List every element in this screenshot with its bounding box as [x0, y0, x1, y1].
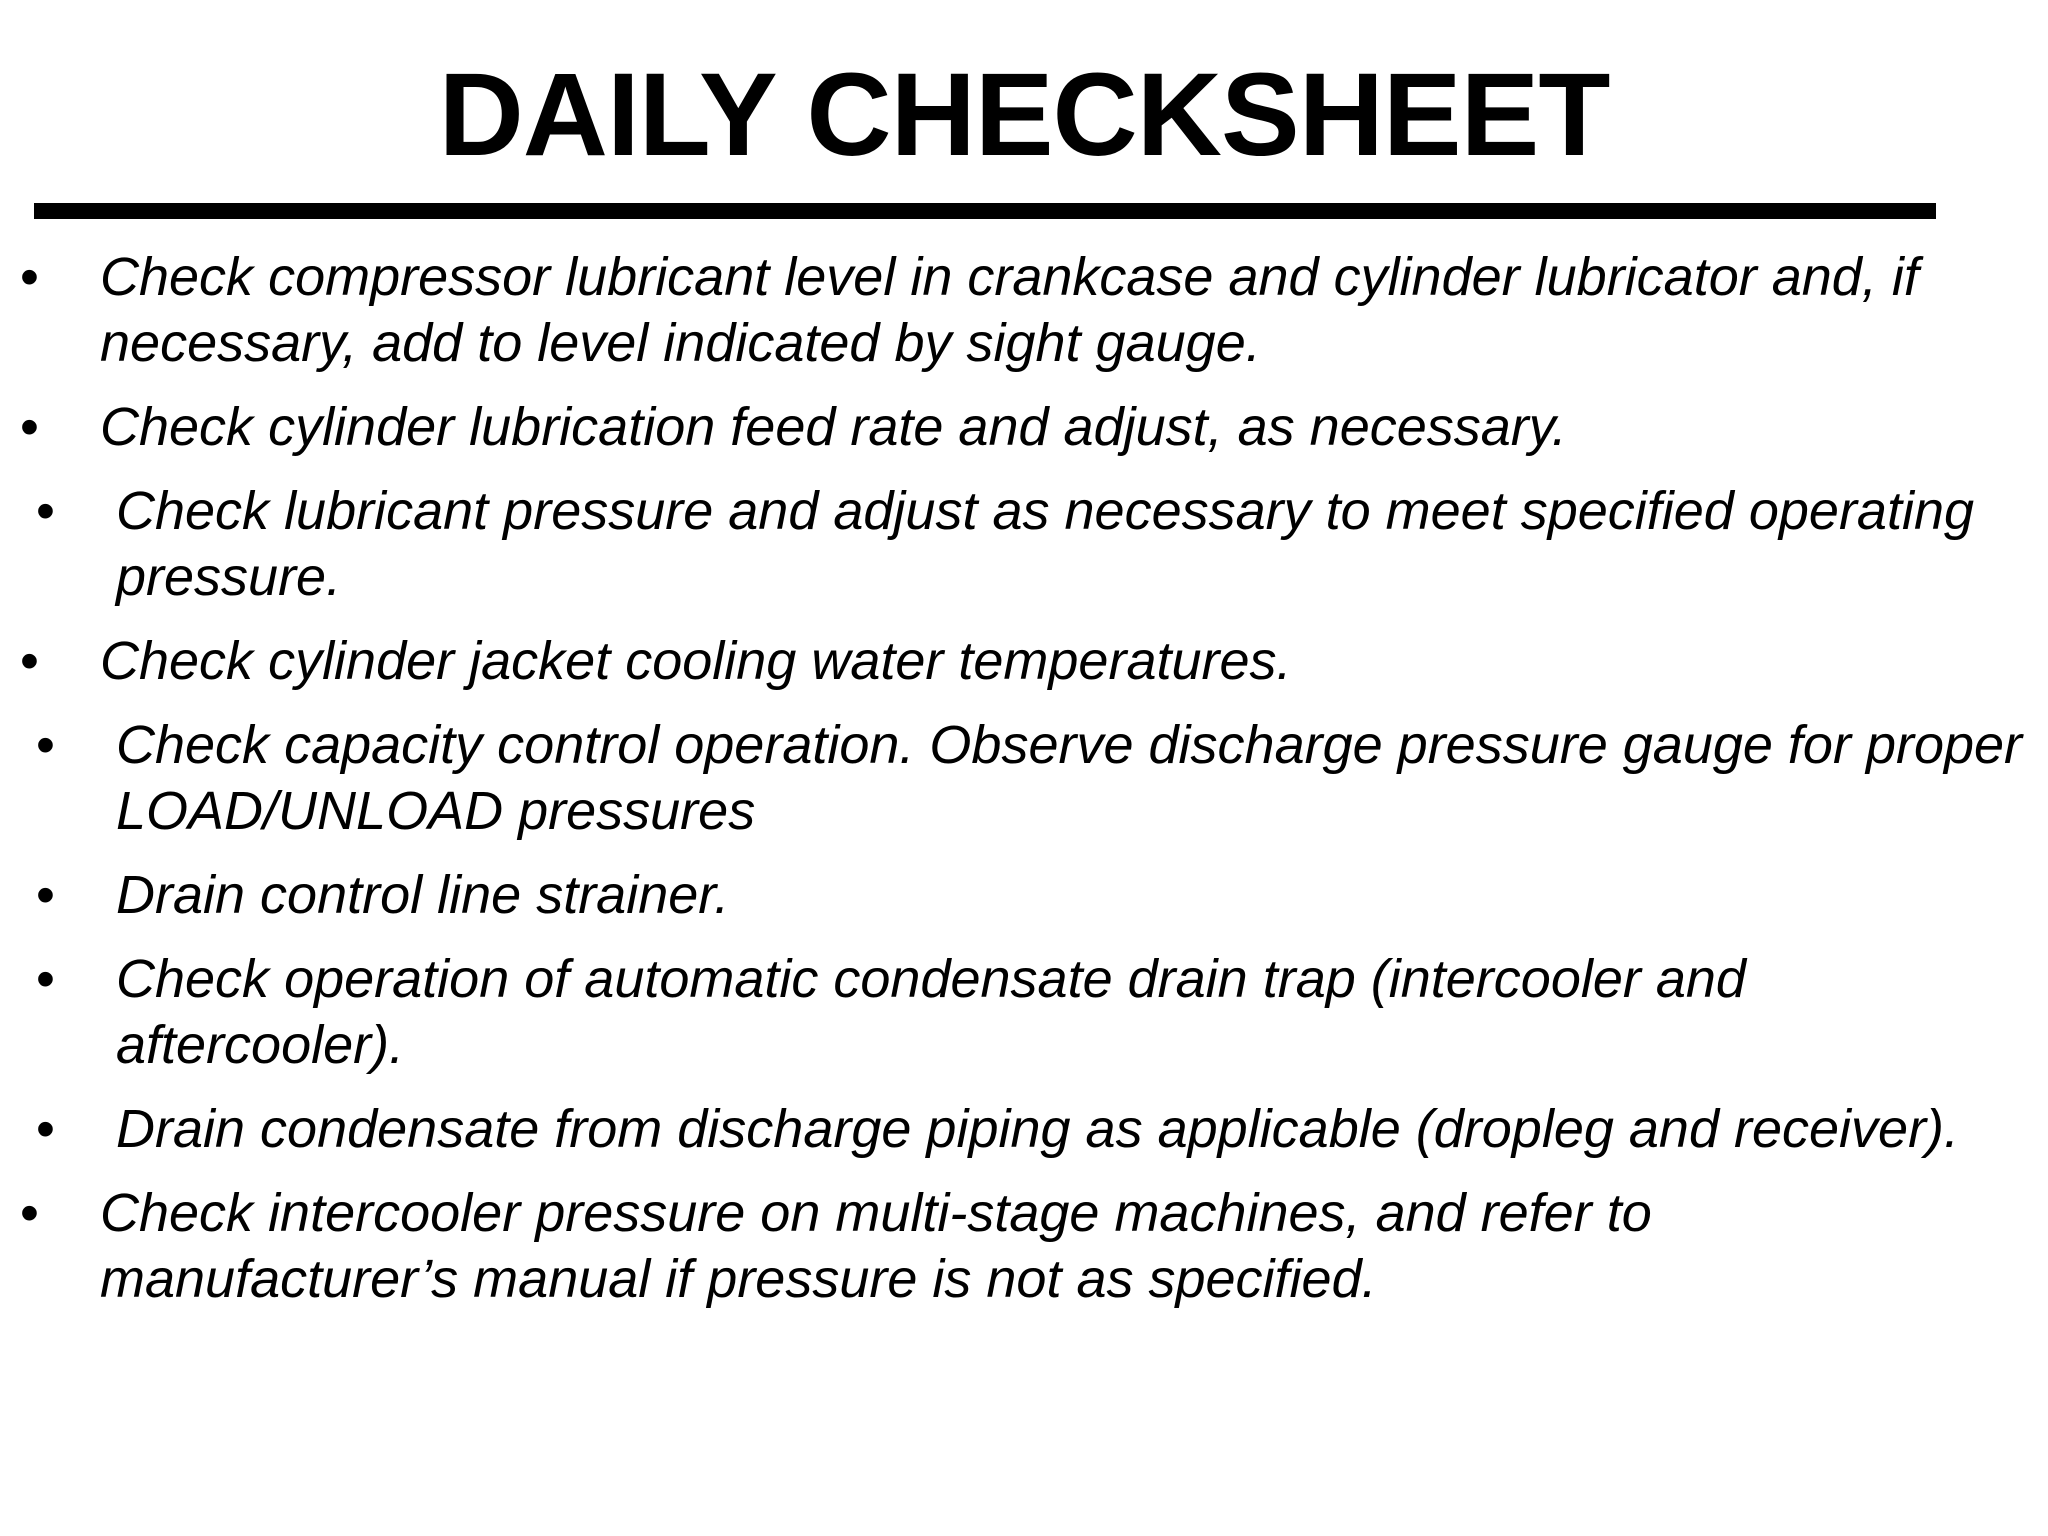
bullet-icon: • — [36, 949, 55, 1009]
page-title: DAILY CHECKSHEET — [438, 49, 1610, 181]
list-item — [20, 628, 2020, 694]
checklist — [20, 244, 2023, 1330]
list-item — [20, 1180, 2020, 1312]
list-item-text: Drain condensate from discharge piping as applicable (dropleg and receiver). — [116, 1099, 1960, 1159]
list-item-text: Check cylinder lubrication feed rate and adjust, as necessary. — [100, 397, 1567, 457]
list-item-text: Check cylinder jacket cooling water temperatures. — [100, 631, 1292, 691]
bullet-icon: • — [36, 865, 55, 925]
list-item — [36, 478, 2036, 610]
bullet-icon: • — [20, 397, 39, 457]
list-item — [20, 394, 2020, 460]
list-item — [20, 244, 2020, 376]
list-item — [36, 1096, 2036, 1162]
list-item — [36, 712, 2036, 844]
bullet-icon: • — [20, 1183, 39, 1243]
bullet-icon: • — [20, 631, 39, 691]
bullet-icon: • — [36, 1099, 55, 1159]
list-item-text: Drain control line strainer. — [116, 865, 730, 925]
list-item — [36, 862, 2036, 928]
list-item-text: Check compressor lubricant level in crankcase and cylinder lubricator and, if necessary, add to level indicated by sight gauge. — [100, 247, 1919, 373]
list-item-text: Check lubricant pressure and adjust as necessary to meet specified operating pressure. — [116, 481, 1975, 607]
list-item-text: Check operation of automatic condensate drain trap (intercooler and aftercooler). — [116, 949, 1746, 1075]
list-item-text: Check capacity control operation. Observe discharge pressure gauge for proper LOAD/UNLOAD pressures — [116, 715, 2023, 841]
list-item — [36, 946, 2036, 1078]
bullet-icon: • — [36, 481, 55, 541]
list-item-text: Check intercooler pressure on multi-stage machines, and refer to manufacturer’s manual if pressure is not as specified. — [100, 1183, 1652, 1309]
bullet-icon: • — [36, 715, 55, 775]
bullet-icon: • — [20, 247, 39, 307]
title-divider — [34, 203, 1936, 219]
